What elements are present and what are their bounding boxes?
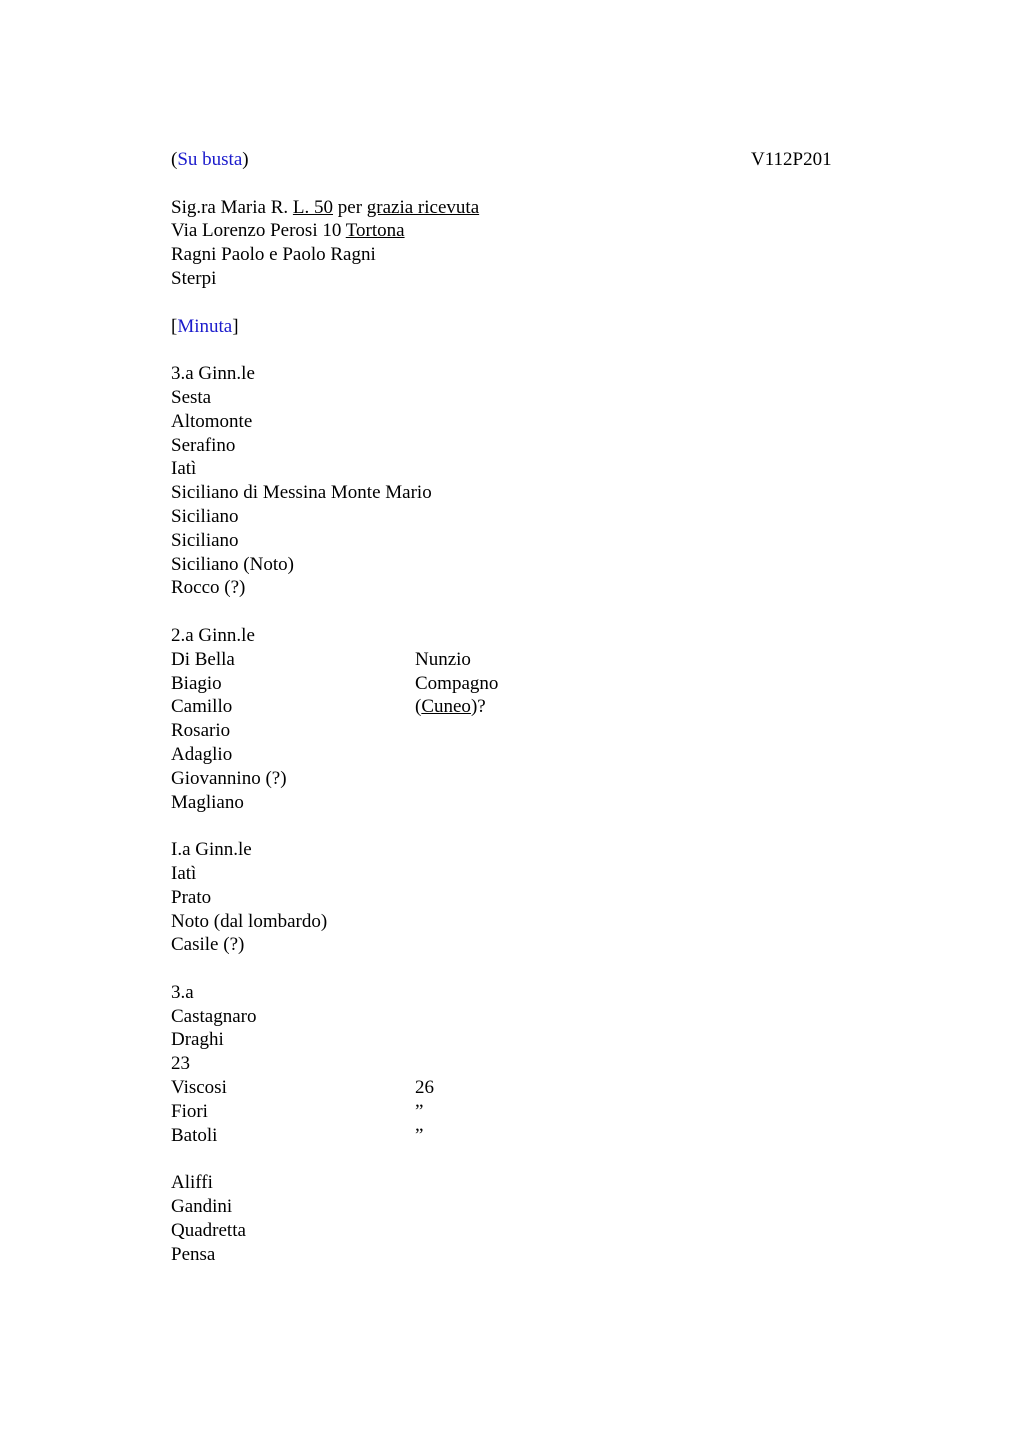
address-line-2: [171, 219, 851, 243]
list-item: Siciliano: [171, 505, 239, 527]
list-item-right: ”: [415, 1100, 424, 1122]
list-row: [171, 648, 851, 672]
paren-open: (: [171, 149, 178, 170]
bracket-open: [: [171, 315, 178, 337]
blank-line: [171, 814, 851, 838]
list-item: Gandini: [171, 1196, 233, 1218]
blank-line: [171, 957, 851, 981]
list-item: Siciliano di Messina Monte Mario: [171, 482, 432, 504]
list-item: Siciliano (Noto): [171, 553, 294, 575]
list-item: Castagnaro: [171, 1005, 257, 1027]
address-line-1: [171, 196, 851, 220]
list-item: Quadretta: [171, 1219, 246, 1241]
city-underlined: Tortona: [345, 220, 405, 242]
section-title: 3.a: [171, 981, 194, 1003]
address-line-3: Ragni Paolo e Paolo Ragni: [171, 244, 376, 266]
minuta-heading: [171, 315, 851, 339]
address-text: Via Lorenzo Perosi 10: [171, 220, 346, 242]
list-row: [171, 1124, 851, 1148]
list-row: [171, 695, 851, 719]
list-row: [171, 1076, 851, 1100]
list-item: 23: [171, 1053, 190, 1075]
amount-underlined: L. 50: [292, 196, 334, 218]
list-row: [171, 672, 851, 696]
place-underlined: Cuneo: [421, 696, 471, 718]
list-item: Casile (?): [171, 934, 245, 956]
list-item: Serafino: [171, 434, 236, 456]
blank-line: [171, 600, 851, 624]
list-item: Siciliano: [171, 529, 239, 551]
list-item: Noto (dal lombardo): [171, 910, 328, 932]
document-reference-code: V112P201: [751, 149, 832, 170]
list-item: Iatì: [171, 458, 197, 480]
list-item: Aliffi: [171, 1172, 213, 1194]
section-title: I.a Ginn.le: [171, 839, 252, 861]
list-item-right: ”: [415, 1124, 424, 1146]
document-body: [171, 148, 851, 1266]
list-item: Rosario: [171, 720, 231, 742]
list-item: Altomonte: [171, 410, 253, 432]
blank-line: [171, 338, 851, 362]
section-title: 3.a Ginn.le: [171, 363, 255, 385]
list-item-right: Nunzio: [415, 648, 471, 670]
blank-line: [171, 291, 851, 315]
list-item: Viscosi: [171, 1077, 227, 1099]
list-item: Camillo: [171, 696, 233, 718]
list-item: Giovannino (?): [171, 767, 287, 789]
envelope-heading: [171, 148, 851, 172]
blank-line: [171, 1147, 851, 1171]
paren-close-question: )?: [470, 696, 486, 718]
bracket-close: ]: [232, 315, 239, 337]
address-text: per: [333, 196, 367, 218]
list-item: Magliano: [171, 791, 244, 813]
list-item: Pensa: [171, 1243, 216, 1265]
list-item: Di Bella: [171, 648, 235, 670]
list-item: Batoli: [171, 1124, 218, 1146]
paren-open: (: [415, 696, 422, 718]
paren-close: ): [242, 149, 249, 170]
list-row: [171, 1100, 851, 1124]
envelope-label: Su busta: [177, 149, 243, 170]
list-item: Biagio: [171, 672, 222, 694]
list-item: Rocco (?): [171, 577, 246, 599]
list-item: Prato: [171, 886, 212, 908]
blank-line: [171, 172, 851, 196]
list-item: Draghi: [171, 1029, 224, 1051]
list-item-right: [415, 695, 486, 719]
address-line-4: Sterpi: [171, 267, 217, 289]
grace-underlined: grazia ricevuta: [366, 196, 480, 218]
address-text: Sig.ra Maria R.: [171, 196, 293, 218]
list-item: Fiori: [171, 1100, 208, 1122]
list-item: Sesta: [171, 386, 212, 408]
list-item-right: 26: [415, 1077, 434, 1099]
list-item-right: Compagno: [415, 672, 499, 694]
minuta-label: Minuta: [177, 315, 233, 337]
list-item: Adaglio: [171, 743, 233, 765]
list-item: Iatì: [171, 862, 197, 884]
section-title: 2.a Ginn.le: [171, 624, 255, 646]
